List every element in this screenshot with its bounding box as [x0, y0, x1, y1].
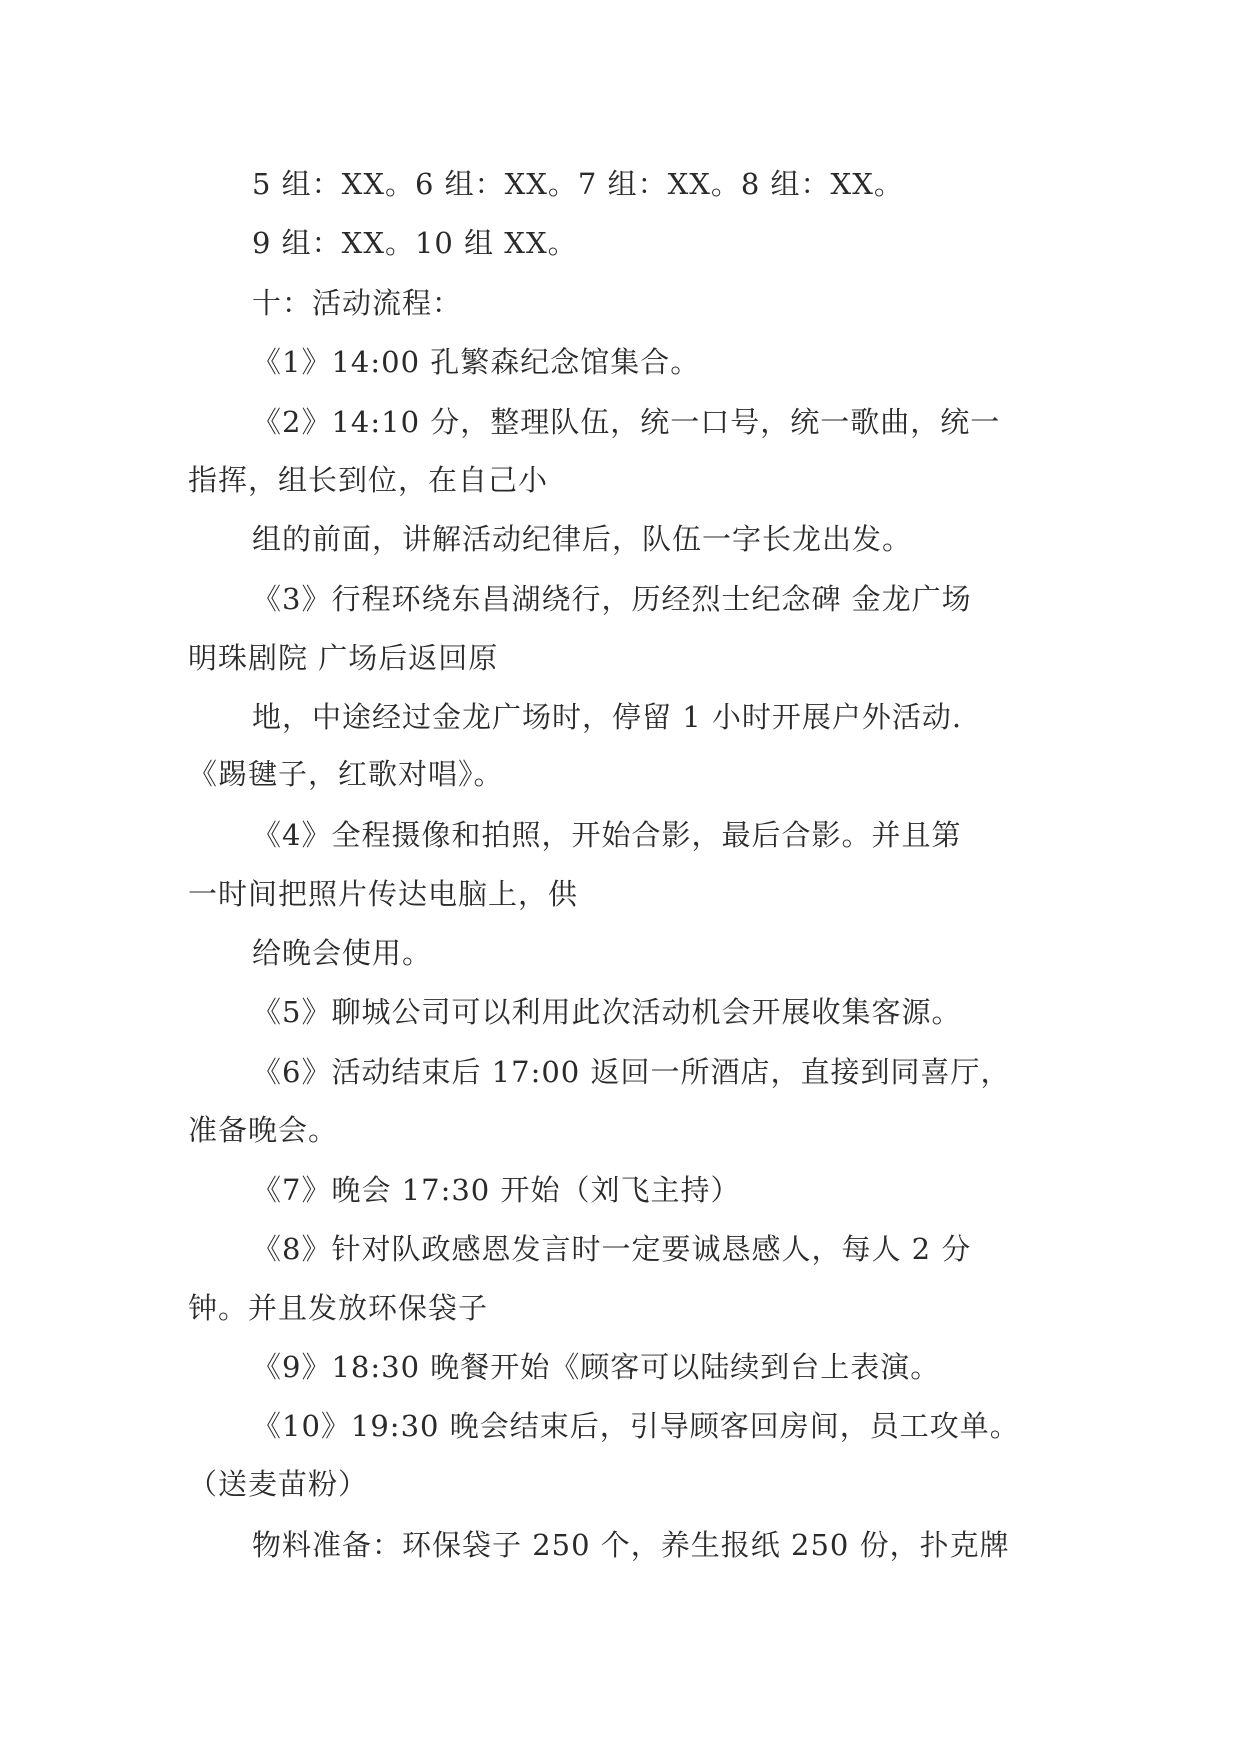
text-line-step-2: 《2》14:10 分，整理队伍，统一口号，统一歌曲，统一: [252, 405, 1001, 439]
text-line-step-3-cont-1: 明珠剧院 广场后返回原: [188, 641, 499, 675]
text-line-step-6: 《6》活动结束后 17:00 返回一所酒店，直接到同喜厅，: [252, 1055, 1011, 1089]
text-line-step-10: 《10》19:30 晚会结束后，引导顾客回房间，员工攻单。: [252, 1409, 1020, 1443]
text-line-step-2-cont-2: 组的前面，讲解活动纪律后，队伍一字长龙出发。: [252, 522, 913, 556]
text-line-groups-9-10: 9 组：XX。10 组 XX。: [252, 226, 578, 260]
text-line-step-8-cont: 钟。并且发放环保袋子: [188, 1291, 489, 1325]
text-line-step-3: 《3》行程环绕东昌湖绕行，历经烈士纪念碑 金龙广场: [252, 582, 972, 616]
text-line-step-8: 《8》针对队政感恩发言时一定要诚恳感人，每人 2 分: [252, 1232, 972, 1266]
text-line-step-10-cont: （送麦苗粉）: [188, 1467, 369, 1501]
text-line-step-5: 《5》聊城公司可以利用此次活动机会开展收集客源。: [252, 995, 962, 1029]
text-line-step-3-cont-2: 地，中途经过金龙广场时，停留 1 小时开展户外活动.: [252, 700, 963, 734]
text-line-step-4: 《4》全程摄像和拍照，开始合影，最后合影。并且第: [252, 818, 962, 852]
text-line-step-6-cont: 准备晚会。: [188, 1113, 339, 1147]
section-heading-activity-flow: 十：活动流程：: [252, 286, 463, 320]
text-line-step-7: 《7》晚会 17:30 开始（刘飞主持）: [252, 1173, 741, 1207]
text-line-step-2-cont-1: 指挥，组长到位，在自己小: [188, 463, 549, 497]
text-line-groups-5-8: 5 组：XX。6 组：XX。7 组：XX。8 组：XX。: [252, 167, 904, 201]
text-line-materials: 物料准备：环保袋子 250 个，养生报纸 250 份，扑克牌: [252, 1528, 1010, 1562]
text-line-step-9: 《9》18:30 晚餐开始《顾客可以陆续到台上表演。: [252, 1350, 941, 1384]
text-line-step-4-cont-2: 给晚会使用。: [252, 936, 433, 970]
text-line-step-4-cont-1: 一时间把照片传达电脑上，供: [188, 877, 579, 911]
text-line-step-3-cont-3: 《踢毽子，红歌对唱》。: [188, 757, 504, 791]
text-line-step-1: 《1》14:00 孔繁森纪念馆集合。: [252, 345, 701, 379]
